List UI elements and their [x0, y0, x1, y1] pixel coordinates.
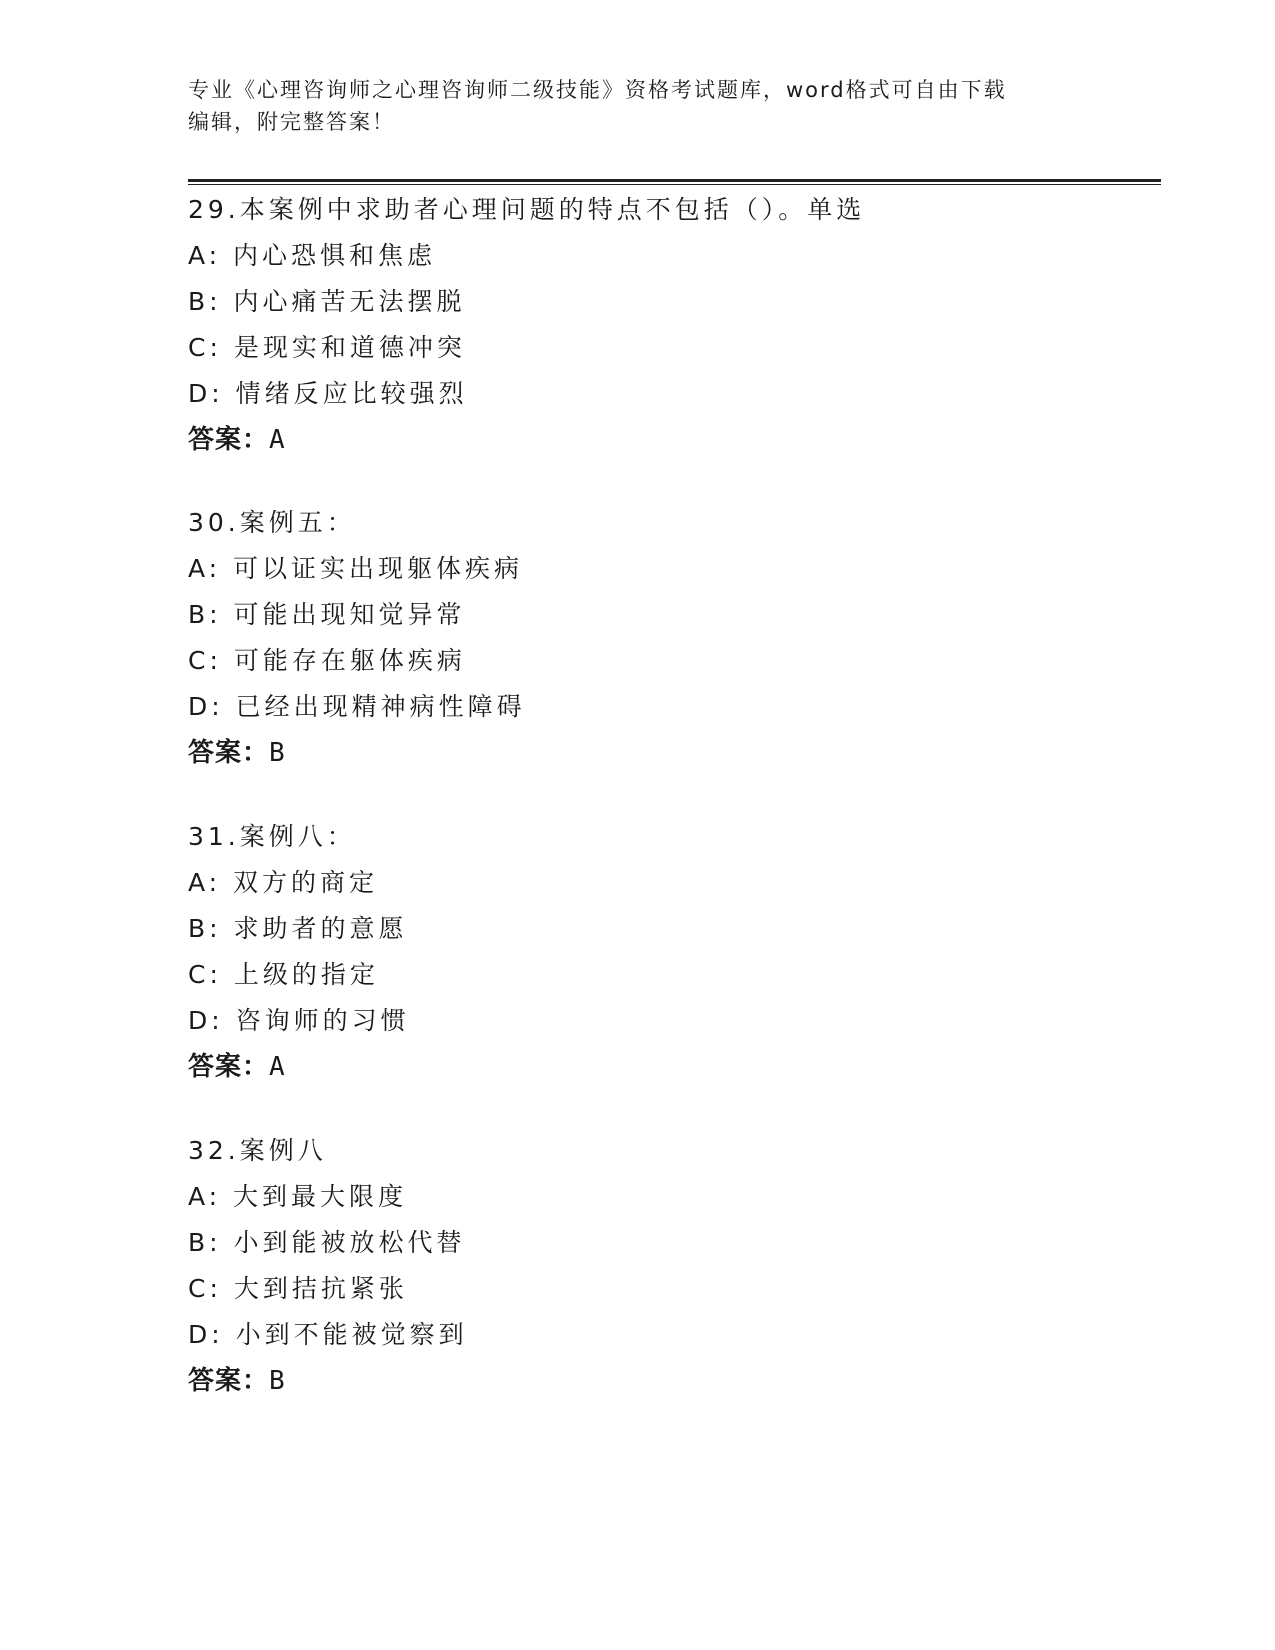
question-title: 29.本案例中求助者心理问题的特点不包括（）。单选 [188, 195, 866, 224]
answer-line [188, 1044, 1188, 1090]
option-d: D: 情绪反应比较强烈 [188, 379, 468, 408]
answer-value: B [269, 1366, 286, 1396]
option-b: B: 可能出现知觉异常 [188, 600, 466, 629]
answer-value: A [269, 425, 286, 455]
answer-line [188, 730, 1188, 776]
question-29 [188, 187, 1188, 463]
answer-label: 答案： [188, 425, 270, 455]
header-line-2: 编辑，附完整答案！ [188, 110, 395, 134]
option-b: B: 小到能被放松代替 [188, 1228, 466, 1257]
option-c: C: 大到拮抗紧张 [188, 1274, 408, 1303]
answer-value: B [269, 738, 286, 768]
question-31 [188, 814, 1188, 1090]
question-title: 30.案例五： [188, 508, 356, 537]
question-32 [188, 1128, 1188, 1404]
option-c: C: 可能存在躯体疾病 [188, 646, 466, 675]
answer-line [188, 1358, 1188, 1404]
option-a: A: 大到最大限度 [188, 1182, 408, 1211]
answer-value: A [269, 1052, 286, 1082]
option-d: D: 小到不能被觉察到 [188, 1320, 468, 1349]
answer-label: 答案： [188, 738, 270, 768]
answer-line [188, 417, 1188, 463]
option-c: C: 是现实和道德冲突 [188, 333, 466, 362]
option-d: D: 咨询师的习惯 [188, 1006, 410, 1035]
option-c: C: 上级的指定 [188, 960, 379, 989]
option-a: A: 可以证实出现躯体疾病 [188, 554, 524, 583]
option-b: B: 内心痛苦无法摆脱 [188, 287, 466, 316]
option-d: D: 已经出现精神病性障碍 [188, 692, 526, 721]
option-a: A: 内心恐惧和焦虑 [188, 241, 437, 270]
question-title: 31.案例八： [188, 822, 356, 851]
answer-label: 答案： [188, 1052, 270, 1082]
document-header [188, 74, 1088, 138]
answer-label: 答案： [188, 1366, 270, 1396]
header-divider-thin [188, 184, 1161, 185]
question-title: 32.案例八 [188, 1136, 327, 1165]
option-b: B: 求助者的意愿 [188, 914, 408, 943]
question-30 [188, 500, 1188, 776]
header-divider-thick [188, 179, 1161, 182]
option-a: A: 双方的商定 [188, 868, 379, 897]
header-line-1: 专业《心理咨询师之心理咨询师二级技能》资格考试题库，word格式可自由下载 [188, 78, 1007, 102]
